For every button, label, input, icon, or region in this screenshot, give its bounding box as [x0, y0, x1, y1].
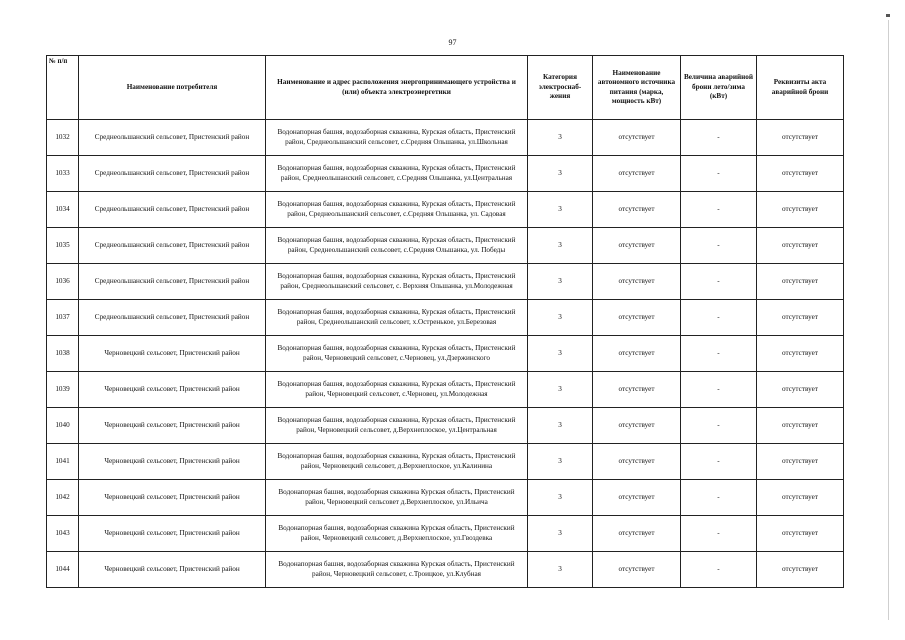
row-address: Водонапорная башня, водозаборная скважина Курская область, Пристенский район, Черновецкий сельсовет д.Верхнеплоское, ул.Ильича	[266, 480, 528, 516]
row-consumer: Среднеольшанский сельсовет, Пристенский район	[79, 192, 266, 228]
row-number: 1033	[47, 156, 79, 192]
row-power-source: отсутствует	[593, 192, 681, 228]
header-address: Наименование и адрес расположения энергопринимающего устройства и (или) объекта электроэнергетики	[266, 56, 528, 120]
row-address: Водонапорная башня, водозаборная скважина, Курская область, Пристенский район, Черновецкий сельсовет, с.Черновец, ул.Молодежная	[266, 372, 528, 408]
row-address: Водонапорная башня, водозаборная скважина, Курская область, Пристенский район, Среднеольшанский сельсовет, х.Остренькое, ул.Березовая	[266, 300, 528, 336]
row-category: 3	[528, 120, 593, 156]
row-category: 3	[528, 372, 593, 408]
header-consumer: Наименование потребителя	[79, 56, 266, 120]
row-reserve: -	[681, 228, 757, 264]
row-reserve: -	[681, 552, 757, 588]
row-category: 3	[528, 480, 593, 516]
row-consumer: Черновецкий сельсовет, Пристенский район	[79, 444, 266, 480]
row-power-source: отсутствует	[593, 264, 681, 300]
row-power-source: отсутствует	[593, 444, 681, 480]
row-address: Водонапорная башня, водозаборная скважина, Курская область, Пристенский район, Черновецкий сельсовет, д.Верхнеплоское, ул.Центральная	[266, 408, 528, 444]
row-power-source: отсутствует	[593, 372, 681, 408]
row-act: отсутствует	[757, 192, 844, 228]
row-consumer: Черновецкий сельсовет, Пристенский район	[79, 552, 266, 588]
row-category: 3	[528, 516, 593, 552]
row-consumer: Среднеольшанский сельсовет, Пристенский район	[79, 300, 266, 336]
row-address: Водонапорная башня, водозаборная скважина, Курская область, Пристенский район, Среднеольшанский сельсовет, с. Верхняя Ольшанка, ул.Молодежная	[266, 264, 528, 300]
table-row	[47, 120, 844, 156]
row-number: 1036	[47, 264, 79, 300]
row-power-source: отсутствует	[593, 408, 681, 444]
row-number: 1043	[47, 516, 79, 552]
row-power-source: отсутствует	[593, 516, 681, 552]
row-power-source: отсутствует	[593, 336, 681, 372]
row-act: отсутствует	[757, 516, 844, 552]
table-row	[47, 300, 844, 336]
row-number: 1039	[47, 372, 79, 408]
row-address: Водонапорная башня, водозаборная скважина Курская область, Пристенский район, Черновецкий сельсовет, с.Троицкое, ул.Клубная	[266, 552, 528, 588]
row-category: 3	[528, 552, 593, 588]
table-header-row	[47, 56, 844, 120]
row-reserve: -	[681, 156, 757, 192]
table-row	[47, 264, 844, 300]
scan-edge-line	[888, 20, 889, 620]
row-address: Водонапорная башня, водозаборная скважина, Курская область, Пристенский район, Среднеольшанский сельсовет, с.Средняя Ольшанка, ул.Школьная	[266, 120, 528, 156]
row-consumer: Среднеольшанский сельсовет, Пристенский район	[79, 156, 266, 192]
row-category: 3	[528, 264, 593, 300]
row-reserve: -	[681, 516, 757, 552]
row-consumer: Среднеольшанский сельсовет, Пристенский район	[79, 264, 266, 300]
row-address: Водонапорная башня, водозаборная скважина, Курская область, Пристенский район, Среднеольшанский сельсовет, с.Средняя Ольшанка, ул. Садовая	[266, 192, 528, 228]
row-address: Водонапорная башня, водозаборная скважина Курская область, Пристенский район, Черновецкий сельсовет, д.Верхнеплоское, ул.Гвоздевка	[266, 516, 528, 552]
row-consumer: Среднеольшанский сельсовет, Пристенский район	[79, 120, 266, 156]
header-num: № п/п	[47, 56, 79, 120]
row-act: отсутствует	[757, 120, 844, 156]
row-consumer: Черновецкий сельсовет, Пристенский район	[79, 372, 266, 408]
row-reserve: -	[681, 444, 757, 480]
row-number: 1038	[47, 336, 79, 372]
header-power-source: Наименование автономного источника питания (марка, мощность кВт)	[593, 56, 681, 120]
row-number: 1042	[47, 480, 79, 516]
row-number: 1040	[47, 408, 79, 444]
header-category: Категория электроснаб-жения	[528, 56, 593, 120]
page-number: 97	[448, 38, 457, 47]
row-consumer: Черновецкий сельсовет, Пристенский район	[79, 336, 266, 372]
row-reserve: -	[681, 120, 757, 156]
header-act: Реквизиты акта аварийной брони	[757, 56, 844, 120]
scan-mark	[886, 14, 890, 17]
row-address: Водонапорная башня, водозаборная скважина, Курская область, Пристенский район, Среднеольшанский сельсовет, с.Средняя Ольшанка, ул. Победы	[266, 228, 528, 264]
row-reserve: -	[681, 480, 757, 516]
table-row	[47, 336, 844, 372]
row-category: 3	[528, 228, 593, 264]
table-row	[47, 192, 844, 228]
row-power-source: отсутствует	[593, 156, 681, 192]
row-power-source: отсутствует	[593, 120, 681, 156]
row-address: Водонапорная башня, водозаборная скважина, Курская область, Пристенский район, Черновецкий сельсовет, с.Черновец, ул.Дзержинского	[266, 336, 528, 372]
header-reserve: Величина аварийной брони лето/зима (кВт)	[681, 56, 757, 120]
row-number: 1044	[47, 552, 79, 588]
consumer-table	[46, 55, 844, 588]
row-category: 3	[528, 300, 593, 336]
row-act: отсутствует	[757, 444, 844, 480]
row-number: 1034	[47, 192, 79, 228]
table-row	[47, 552, 844, 588]
row-consumer: Черновецкий сельсовет, Пристенский район	[79, 408, 266, 444]
table-row	[47, 372, 844, 408]
table-row	[47, 516, 844, 552]
row-act: отсутствует	[757, 480, 844, 516]
table-row	[47, 228, 844, 264]
row-act: отсутствует	[757, 300, 844, 336]
row-reserve: -	[681, 408, 757, 444]
table-row	[47, 480, 844, 516]
row-category: 3	[528, 408, 593, 444]
row-power-source: отсутствует	[593, 300, 681, 336]
row-power-source: отсутствует	[593, 480, 681, 516]
table-row	[47, 408, 844, 444]
row-reserve: -	[681, 372, 757, 408]
row-number: 1037	[47, 300, 79, 336]
row-number: 1032	[47, 120, 79, 156]
row-consumer: Черновецкий сельсовет, Пристенский район	[79, 516, 266, 552]
row-reserve: -	[681, 264, 757, 300]
row-category: 3	[528, 336, 593, 372]
row-act: отсутствует	[757, 372, 844, 408]
row-consumer: Черновецкий сельсовет, Пристенский район	[79, 480, 266, 516]
row-power-source: отсутствует	[593, 228, 681, 264]
row-act: отсутствует	[757, 408, 844, 444]
row-number: 1041	[47, 444, 79, 480]
row-address: Водонапорная башня, водозаборная скважина, Курская область, Пристенский район, Среднеольшанский сельсовет, с.Средняя Ольшанка, ул.Центральная	[266, 156, 528, 192]
row-category: 3	[528, 192, 593, 228]
row-reserve: -	[681, 336, 757, 372]
table-row	[47, 444, 844, 480]
row-act: отсутствует	[757, 264, 844, 300]
row-address: Водонапорная башня, водозаборная скважина, Курская область, Пристенский район, Черновецкий сельсовет, д.Верхнеплоское, ул.Калинина	[266, 444, 528, 480]
row-consumer: Среднеольшанский сельсовет, Пристенский район	[79, 228, 266, 264]
row-act: отсутствует	[757, 156, 844, 192]
table-row	[47, 156, 844, 192]
row-reserve: -	[681, 300, 757, 336]
row-number: 1035	[47, 228, 79, 264]
row-act: отсутствует	[757, 552, 844, 588]
row-category: 3	[528, 444, 593, 480]
row-power-source: отсутствует	[593, 552, 681, 588]
row-reserve: -	[681, 192, 757, 228]
row-act: отсутствует	[757, 228, 844, 264]
row-category: 3	[528, 156, 593, 192]
row-act: отсутствует	[757, 336, 844, 372]
